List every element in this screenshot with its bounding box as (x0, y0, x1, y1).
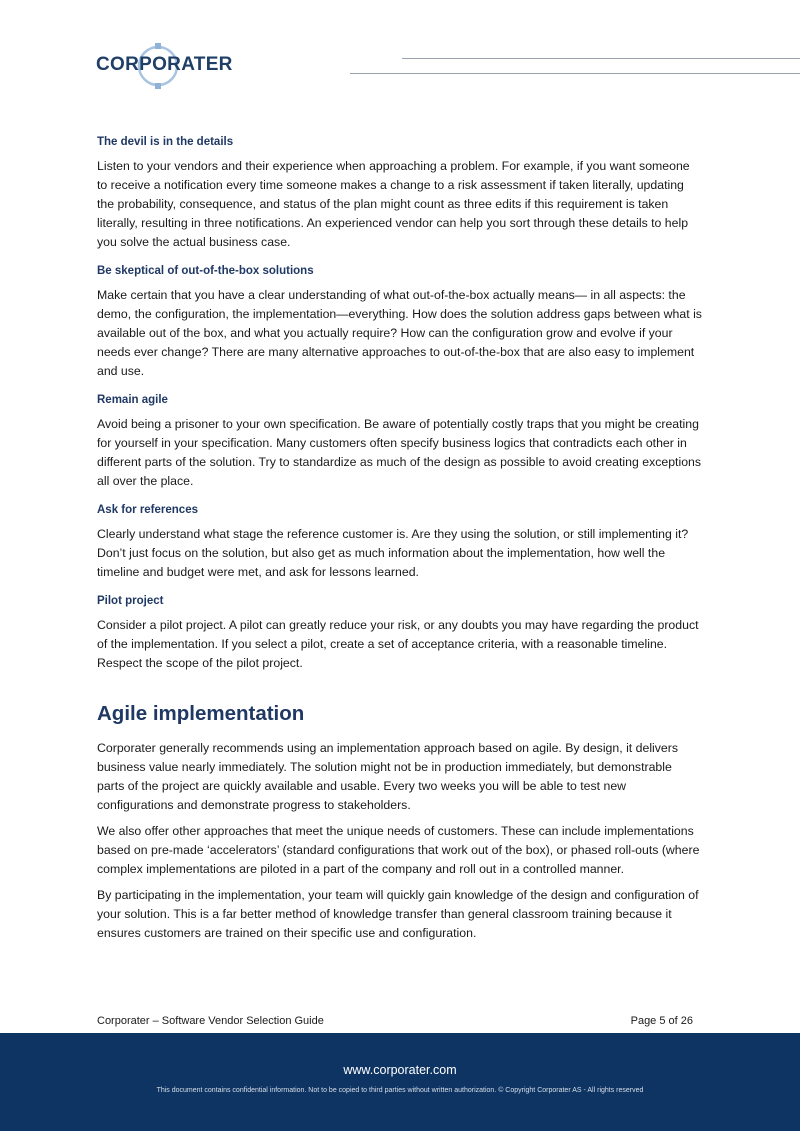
section-heading: Pilot project (97, 595, 164, 607)
document-body (97, 133, 702, 950)
page-header (0, 0, 800, 100)
agile-implementation-title: Agile implementation (97, 702, 305, 725)
section-body: Listen to your vendors and their experience when approaching a problem. For example, if you want someone to receive a notification every time someone makes a change to a risk assessment if taken literally, updating the probability, consequence, and status of the plan might count as three edits if this requirement is taken literally, resulting in three notifications. An experienced vendor can help you sort through these details to help you solve the actual business case. (97, 159, 690, 249)
section-references (97, 501, 702, 582)
logo-text: CORPORATER (96, 54, 233, 75)
section-heading: Remain agile (97, 394, 168, 406)
corporater-logo (96, 42, 233, 90)
section-remain-agile (97, 391, 702, 491)
section-body: Make certain that you have a clear understanding of what out-of-the-box actually means— in all aspects: the demo, the configuration, the implementation—everything. How does the solution address gaps between what is available out of the box, and what you actually require? How can the configuration grow and evolve if your needs ever change? There are many alternative approaches to out-of-the-box that are also easy to implement and use. (97, 288, 702, 378)
section-heading: The devil is in the details (97, 136, 234, 148)
section-pilot (97, 592, 702, 673)
section-body: Consider a pilot project. A pilot can greatly reduce your risk, or any doubts you may have regarding the product of the implementation. If you select a pilot, create a set of acceptance criteria, with a reasonable timeline. Respect the scope of the pilot project. (97, 618, 699, 670)
section-skeptical (97, 262, 702, 381)
section-heading: Ask for references (97, 504, 198, 516)
section-body: Clearly understand what stage the reference customer is. Are they using the solution, or still implementing it? Don’t just focus on the solution, but also get as much information about the implementation, how well the timeline and budget were met, and ask for lessons learned. (97, 527, 689, 579)
agile-paragraph: We also offer other approaches that meet the unique needs of customers. These can include implementations based on pre-made ‘accelerators’ (standard configurations that work out of the box), or phased roll-outs (where complex implementations are piloted in a part of the company and roll out in a controlled manner. (97, 824, 700, 876)
section-devil-in-details (97, 133, 702, 252)
header-rule-top (402, 58, 800, 59)
footer-confidential-notice: This document contains confidential information. Not to be copied to third parties without written authorization. © Copyright Corporater AS - All rights reserved (156, 1087, 644, 1094)
agile-paragraph: Corporater generally recommends using an implementation approach based on agile. By design, it delivers business value nearly immediately. The solution might not be in production immediately, but demonstrable parts of the project are quickly available and usable. Every two weeks you will be able to test new configurations and demonstrate progress to stakeholders. (97, 741, 679, 812)
section-heading: Be skeptical of out-of-the-box solutions (97, 265, 314, 277)
header-rule-bottom (350, 73, 800, 74)
footer-band (0, 1033, 800, 1131)
footer-doc-title: Corporater – Software Vendor Selection Guide (97, 1015, 324, 1027)
agile-paragraph: By participating in the implementation, your team will quickly gain knowledge of the design and configuration of your solution. This is a far better method of knowledge transfer than general classroom training because it ensures customers are trained on their specific use and configuration. (97, 888, 699, 940)
footer-page-number: Page 5 of 26 (630, 1015, 693, 1027)
section-body: Avoid being a prisoner to your own specification. Be aware of potentially costly traps that you might be creating for yourself in your specification. Many customers often specify business logics that contradicts each other in different parts of the solution. Try to standardize as much of the design as possible to avoid creating exceptions all over the place. (97, 417, 702, 488)
footer-url-link[interactable]: www.corporater.com (343, 1063, 457, 1077)
